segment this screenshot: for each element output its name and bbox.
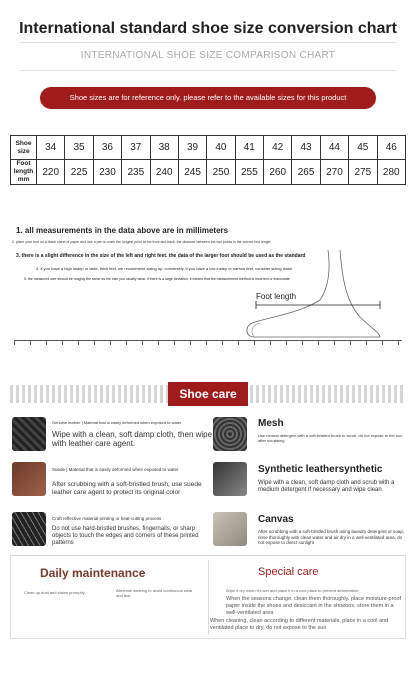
leather-caption: Genuine leather | Material that is easily deformed when exposed to water [52,420,182,425]
page-title: International standard shoe size conversion chart [19,20,397,37]
length-cell: 265 [292,160,320,185]
length-cell: 240 [150,160,178,185]
length-cell: 270 [320,160,348,185]
suede-care-text: After scrubbing with a soft-bristled brush, use suede leather care agent to protect its original color [52,481,202,496]
mesh-image [213,417,247,451]
maintenance-note-1: Clean up dust and stains promptly [24,590,85,595]
reflective-caption: Craft reflective material printing or heat-cutting process [52,516,162,521]
length-cell: 220 [37,160,65,185]
measure-note-4: 4. if you have a high instep or wide, thick feet, we recommend sizing up. conversely, if you have a low instep or narrow feet, consider sizing down [36,266,293,271]
length-cell: 275 [349,160,377,185]
size-row [11,136,406,160]
size-cell: 43 [292,136,320,160]
length-cell: 225 [65,160,93,185]
special-care-cleaning: When cleaning, clean according to different materials, place in a cool and ventilated place to dry, do not expose to the sun [210,618,389,631]
size-cell: 40 [207,136,235,160]
length-cell: 250 [207,160,235,185]
suede-caption: Suede | Material that is easily deformed when exposed to water [52,467,179,472]
synthetic-title: Synthetic leathersynthetic [258,464,383,475]
length-row-label: Foot length mm [11,160,37,185]
size-cell: 37 [122,136,150,160]
daily-maintenance-heading: Daily maintenance [40,566,146,580]
maintenance-note-2: Alternate wearing to avoid continuous wear and tear [116,588,193,598]
mesh-caption: Use neutral detergent with a soft-bristled brush to scrub. do not expose to the sun after scrubbing [258,433,403,443]
page-subtitle: INTERNATIONAL SHOE SIZE COMPARISON CHART [80,50,336,61]
canvas-image [213,512,247,546]
special-care-note: Wipe it dry when it's wet and place it in a cool place to prevent deformation [226,588,359,593]
synthetic-care-text: Wipe with a clean, soft damp cloth and scrub with a medium detergent if necessary and wipe clean [258,480,395,493]
size-cell: 44 [320,136,348,160]
measure-note-3: 3. there is a slight difference in the size of the left and right feet. the data of the larger foot should be used as the standard [16,253,306,259]
mesh-title: Mesh [258,418,284,429]
size-table [10,135,406,185]
length-cell: 230 [93,160,121,185]
measure-note-5: 5. the measured size should be roughly the same as the size you usually wear. if there is a large deviation, it means that the measurement method is incorrect or inaccurate [24,277,290,281]
leather-image [12,417,46,451]
ruler [14,340,402,346]
length-cell: 280 [377,160,406,185]
size-cell: 36 [93,136,121,160]
toe-outline [252,323,260,337]
reference-notice: Shoe sizes are for reference only. please refer to the available sizes for this product [40,87,376,109]
reflective-care-text: Do not use hard-bristled brushes, fingernails, or sharp objects to touch the edges and corners of these printed patterns [52,526,199,546]
size-cell: 42 [264,136,292,160]
size-cell: 34 [37,136,65,160]
length-row [11,160,406,185]
synthetic-image [213,462,247,496]
length-cell: 260 [264,160,292,185]
divider [20,70,396,71]
canvas-care-text: After scrubbing with a soft-bristled brush using laundry detergent or soap, rinse thoroughly with clean water and air dry in a well-ventilated area. do not expose to direct sunlight [258,529,405,545]
special-care-seasonal: When the seasons change, clean them thoroughly. place moisture-proof paper inside the shoes and desiccant in the shoebox. store them in a well-ventilated area [226,596,402,616]
measure-note-2: 2. place your foot on a blank sheet of paper and use a pen to mark the longest point at the front and back. the distance between the two points is the correct foot length [12,240,271,244]
divider [20,42,396,43]
size-cell: 45 [349,136,377,160]
divider [208,560,209,634]
reflective-image [12,512,46,546]
length-cell: 245 [178,160,206,185]
size-cell: 46 [377,136,406,160]
suede-image [12,462,46,496]
measure-note-1: 1. all measurements in the data above are in millimeters [16,226,229,235]
special-care-heading: Special care [258,566,319,578]
size-cell: 35 [65,136,93,160]
length-cell: 235 [122,160,150,185]
leather-care-text: Wipe with a clean, soft damp cloth, then wipe with leather care agent. [52,430,213,448]
foot-length-label: Foot length [256,292,297,301]
size-cell: 38 [150,136,178,160]
size-cell: 39 [178,136,206,160]
size-row-label: Shoe size [11,136,37,160]
shoe-care-heading: Shoe care [168,382,248,406]
length-cell: 255 [235,160,263,185]
size-cell: 41 [235,136,263,160]
canvas-title: Canvas [258,514,294,525]
